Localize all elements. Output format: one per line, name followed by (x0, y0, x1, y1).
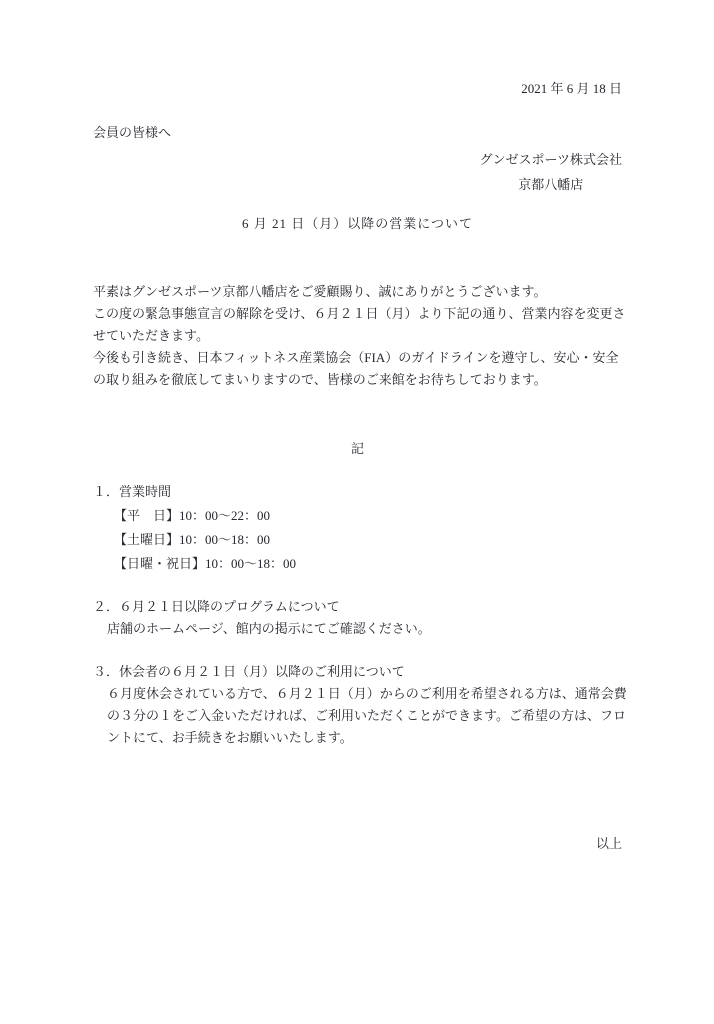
recipient-line: 会員の皆様へ (93, 125, 172, 140)
intro-line: せていただきます。 (93, 328, 209, 343)
intro-line: この度の緊急事態宣言の解除を受け、６月２１日（月）より下記の通り、営業内容を変更さ (93, 306, 626, 321)
intro-line: の取り組みを徹底してまいりますので、皆様のご来館をお待ちしております。 (93, 372, 547, 387)
section-leave-members (93, 661, 627, 749)
closing-marker: 以上 (595, 836, 622, 851)
section-heading: １．営業時間 (93, 484, 172, 499)
body-line: 店舗のホームページ、館内の掲示にてご確認ください。 (107, 621, 431, 636)
hours-saturday-line: 【土曜日】10：00～18：00 (114, 532, 271, 547)
sender-company: グンゼスポーツ株式会社 (479, 152, 622, 167)
body-line: ントにて、お手続きをお願いいたします。 (107, 730, 353, 745)
intro-line: 平素はグンゼスポーツ京都八幡店をご愛顧賜り、誠にありがとうございます。 (93, 284, 547, 299)
section-heading: ３．休会者の６月２１日（月）以降のご利用について (93, 664, 405, 679)
sender-inner (480, 147, 622, 197)
document-title: 6 月 21 日（月）以降の営業について (242, 216, 473, 231)
intro-paragraphs (93, 281, 626, 391)
section-programs (93, 596, 622, 640)
section-business-hours (93, 480, 622, 576)
record-marker: 記 (350, 441, 364, 456)
section-heading: ２．６月２１日以降のプログラムについて (93, 599, 340, 614)
body-line: の３分の１をご入金いただければ、ご利用いただくことができます。ご希望の方は、フロ (107, 708, 626, 723)
sender-block (93, 147, 622, 197)
hours-weekday-line: 【平 日】10：00～22：00 (114, 508, 271, 523)
body-line: ６月度休会されている方で、６月２１日（月）からのご利用を希望される方は、通常会費 (107, 686, 627, 701)
hours-sunday-holiday-line: 【日曜・祝日】10：00～18：00 (114, 556, 297, 571)
sender-branch: 京都八幡店 (518, 177, 584, 192)
intro-line: 今後も引き続き、日本フィットネス産業協会（FIA）のガイドラインを遵守し、安心・安全 (93, 350, 619, 365)
date-line: 2021 年 6 月 18 日 (521, 81, 622, 96)
